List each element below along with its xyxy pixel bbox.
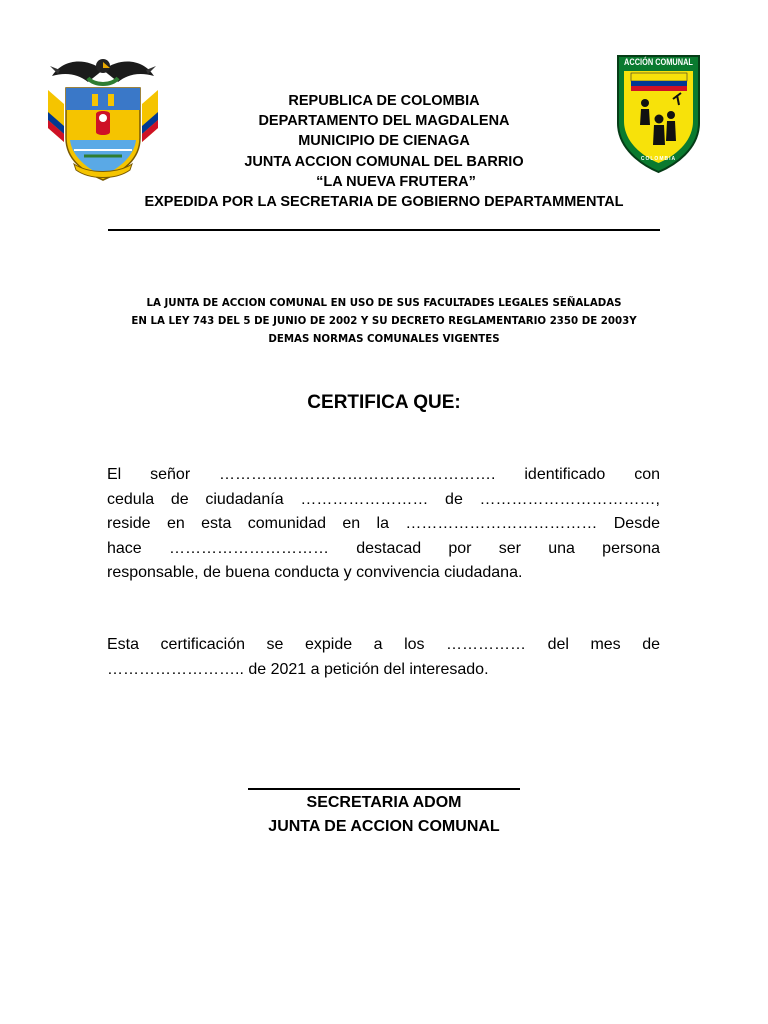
para2-line-1: Esta certificación se expide a los …………… del mes de [107,636,660,653]
header-line-departamento: DEPARTAMENTO DEL MAGDALENA [258,113,510,129]
para1-line-4: hace ………………………… destacad por ser una persona [107,539,660,557]
para1-line-5: responsable, de buena conducta y convivencia ciudadana. [107,564,523,581]
para1-line-3: reside en esta comunidad en la ……………………………… Desde [107,515,660,532]
declaration-line-2: EN LA LEY 743 DEL 5 DE JUNIO DE 2002 Y SU DECRETO REGLAMENTARIO 2350 DE 2003Y [131,314,637,327]
declaration-line-3: DEMAS NORMAS COMUNALES VIGENTES [268,332,500,345]
para1-line-2: cedula de ciudadanía …………………… de ……………………………, [107,490,660,508]
logo-title-text: ACCIÓN COMUNAL [624,57,693,67]
header-divider [108,229,660,231]
header-line-municipio: MUNICIPIO DE CIENAGA [298,133,470,149]
declaration-line-1: LA JUNTA DE ACCION COMUNAL EN USO DE SUS FACULTADES LEGALES SEÑALADAS [146,296,622,309]
body-paragraph-1 [107,463,660,586]
signature-organization: JUNTA DE ACCION COMUNAL [268,818,500,835]
para2-line-2: …………………….. de 2021 a petición del interesado. [107,660,489,678]
certifica-title: CERTIFICA QUE: [307,392,461,413]
para1-line-1: El señor ……………………………………………. identificado con [107,466,660,483]
header-line-junta: JUNTA ACCION COMUNAL DEL BARRIO [244,154,524,170]
header-line-republica: REPUBLICA DE COLOMBIA [288,93,480,109]
body-paragraph-2 [107,633,660,682]
signature-title: SECRETARIA ADOM [306,794,462,811]
header-line-expedida: EXPEDIDA POR LA SECRETARIA DE GOBIERNO DEPARTAMMENTAL [144,194,624,210]
signature-line [248,788,520,790]
header-line-barrio-name: “LA NUEVA FRUTERA” [316,174,476,190]
logo-bottom-text: COLOMBIA [640,156,677,162]
